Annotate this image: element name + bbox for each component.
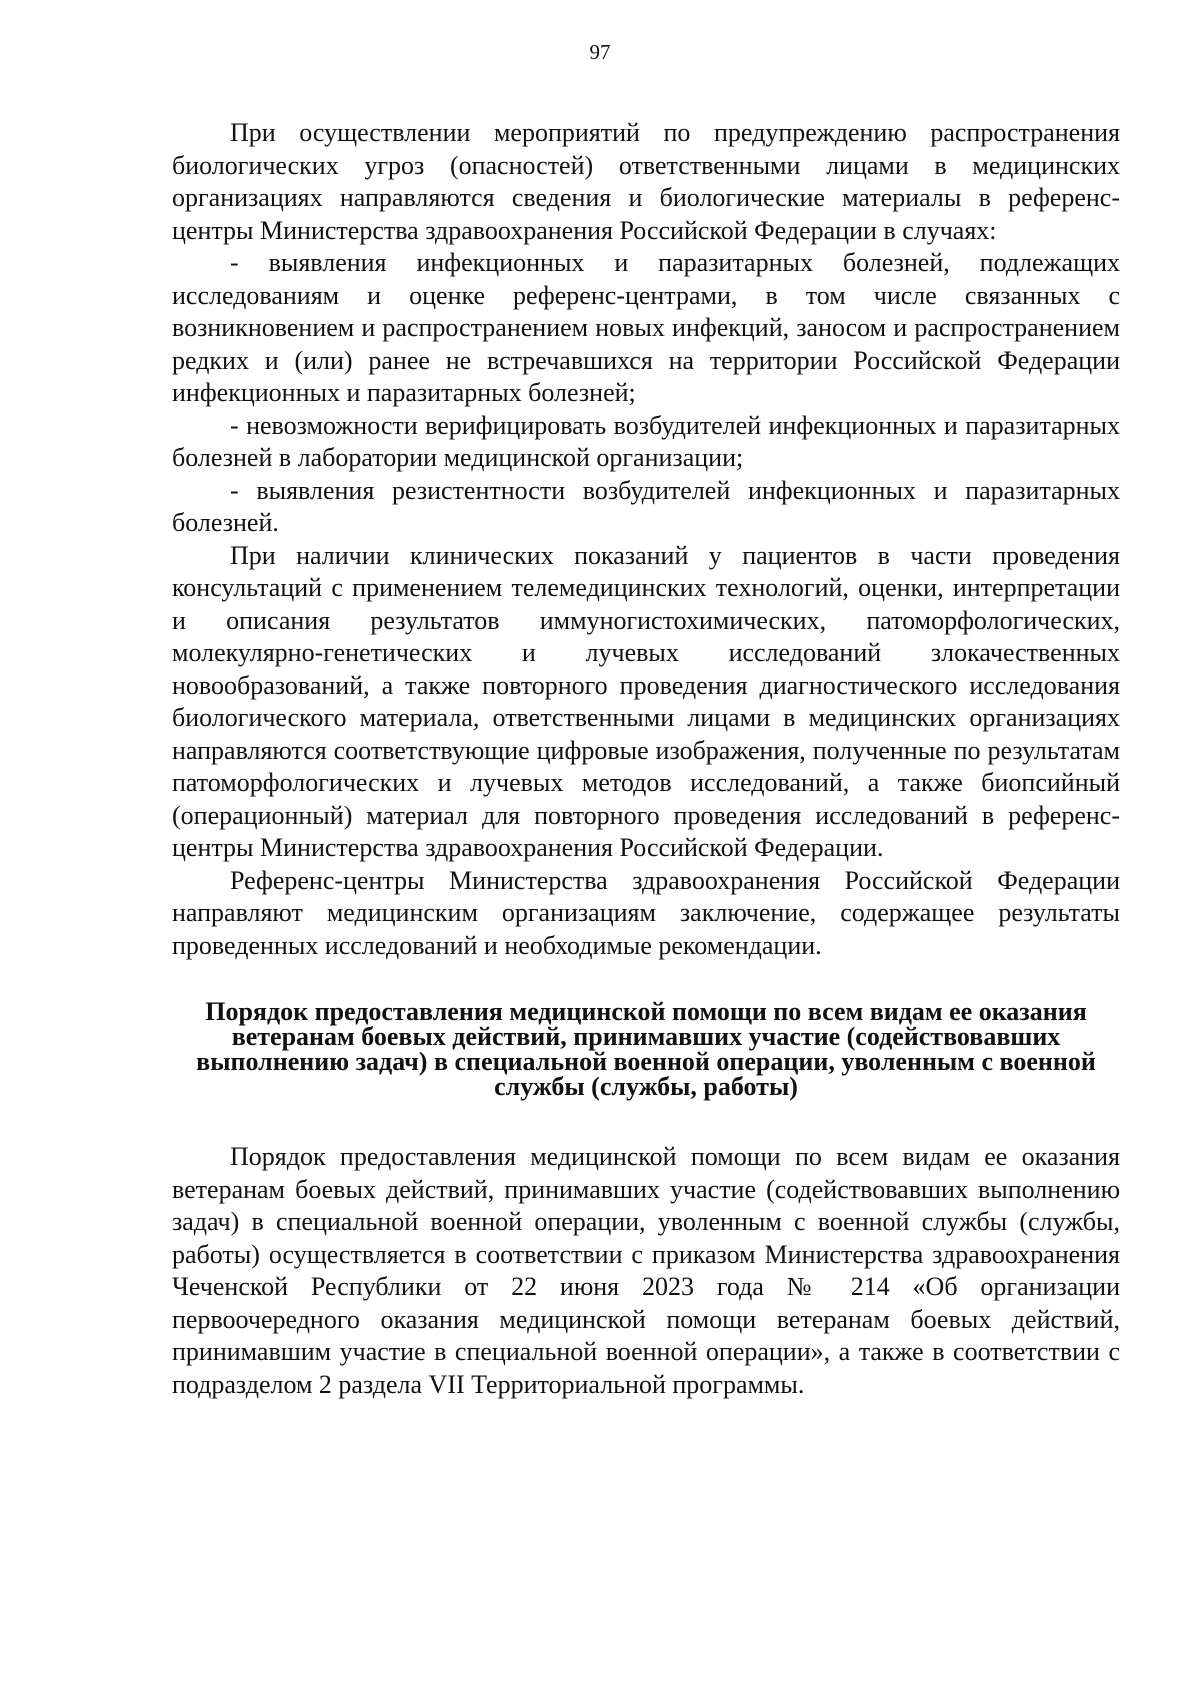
paragraph-biological-threats: При осуществлении мероприятий по предупреждению распространения биологических угроз (опасностей) ответственными лицами в медицинских организациях направляются сведения и биологические материалы в референс-центры Министерства здравоохранения Российской Федерации в случаях: xyxy=(172,118,1120,245)
list-item-resistance: - выявления резистентности возбудителей инфекционных и паразитарных болезней. xyxy=(172,475,1120,537)
paragraph-veterans-care: Порядок предоставления медицинской помощи по всем видам ее оказания ветеранам боевых действий, принимавших участие (содействовавших выполнению задач) в специальной военной операции, уволенным с военной службы (службы, работы) осуществляется в соответствии с приказом Министерства здравоохранения Чеченской Республики от 22 июня 2023 года № 214 «Об организации первоочередного оказания медицинской помощи ветеранам боевых действий, принимавшим участие в специальной военной операции», а также в соответствии с подразделом 2 раздела VII Территориальной программы. xyxy=(172,1142,1120,1399)
list-item-verification: - невозможности верифицировать возбудителей инфекционных и паразитарных болезней в лаборатории медицинской организации; xyxy=(172,410,1120,472)
section-heading: Порядок предоставления медицинской помощи по всем видам ее оказания ветеранам боевых действий, принимавших участие (содействовавших выполнению задач) в специальной военной операции, уволенным с военной службы (службы, работы) xyxy=(196,997,1096,1101)
document-body xyxy=(172,117,1120,1401)
paragraph-reference-centers: Референс-центры Министерства здравоохранения Российской Федерации направляют медицинским организациям заключение, содержащее результаты проведенных исследований и необходимые рекомендации. xyxy=(172,865,1120,960)
list-item-infectious-diseases: - выявления инфекционных и паразитарных болезней, подлежащих исследованиям и оценке референс-центрами, в том числе связанных с возникновением и распространением новых инфекций, заносом и распространением редких и (или) ранее не встречавшихся на территории Российской Федерации инфекционных и паразитарных болезней; xyxy=(172,248,1120,407)
page-number: 97 xyxy=(589,40,611,64)
paragraph-clinical-indications: При наличии клинических показаний у пациентов в части проведения консультаций с применением телемедицинских технологий, оценки, интерпретации и описания результатов иммуногистохимических, патоморфологических, молекулярно-генетических и лучевых исследований злокачественных новообразований, а также повторного проведения диагностического исследования биологического материала, ответственными лицами в медицинских организациях направляются соответствующие цифровые изображения, полученные по результатам патоморфологических и лучевых методов исследований, а также биопсийный (операционный) материал для повторного проведения исследований в референс-центры Министерства здравоохранения Российской Федерации. xyxy=(172,540,1120,862)
